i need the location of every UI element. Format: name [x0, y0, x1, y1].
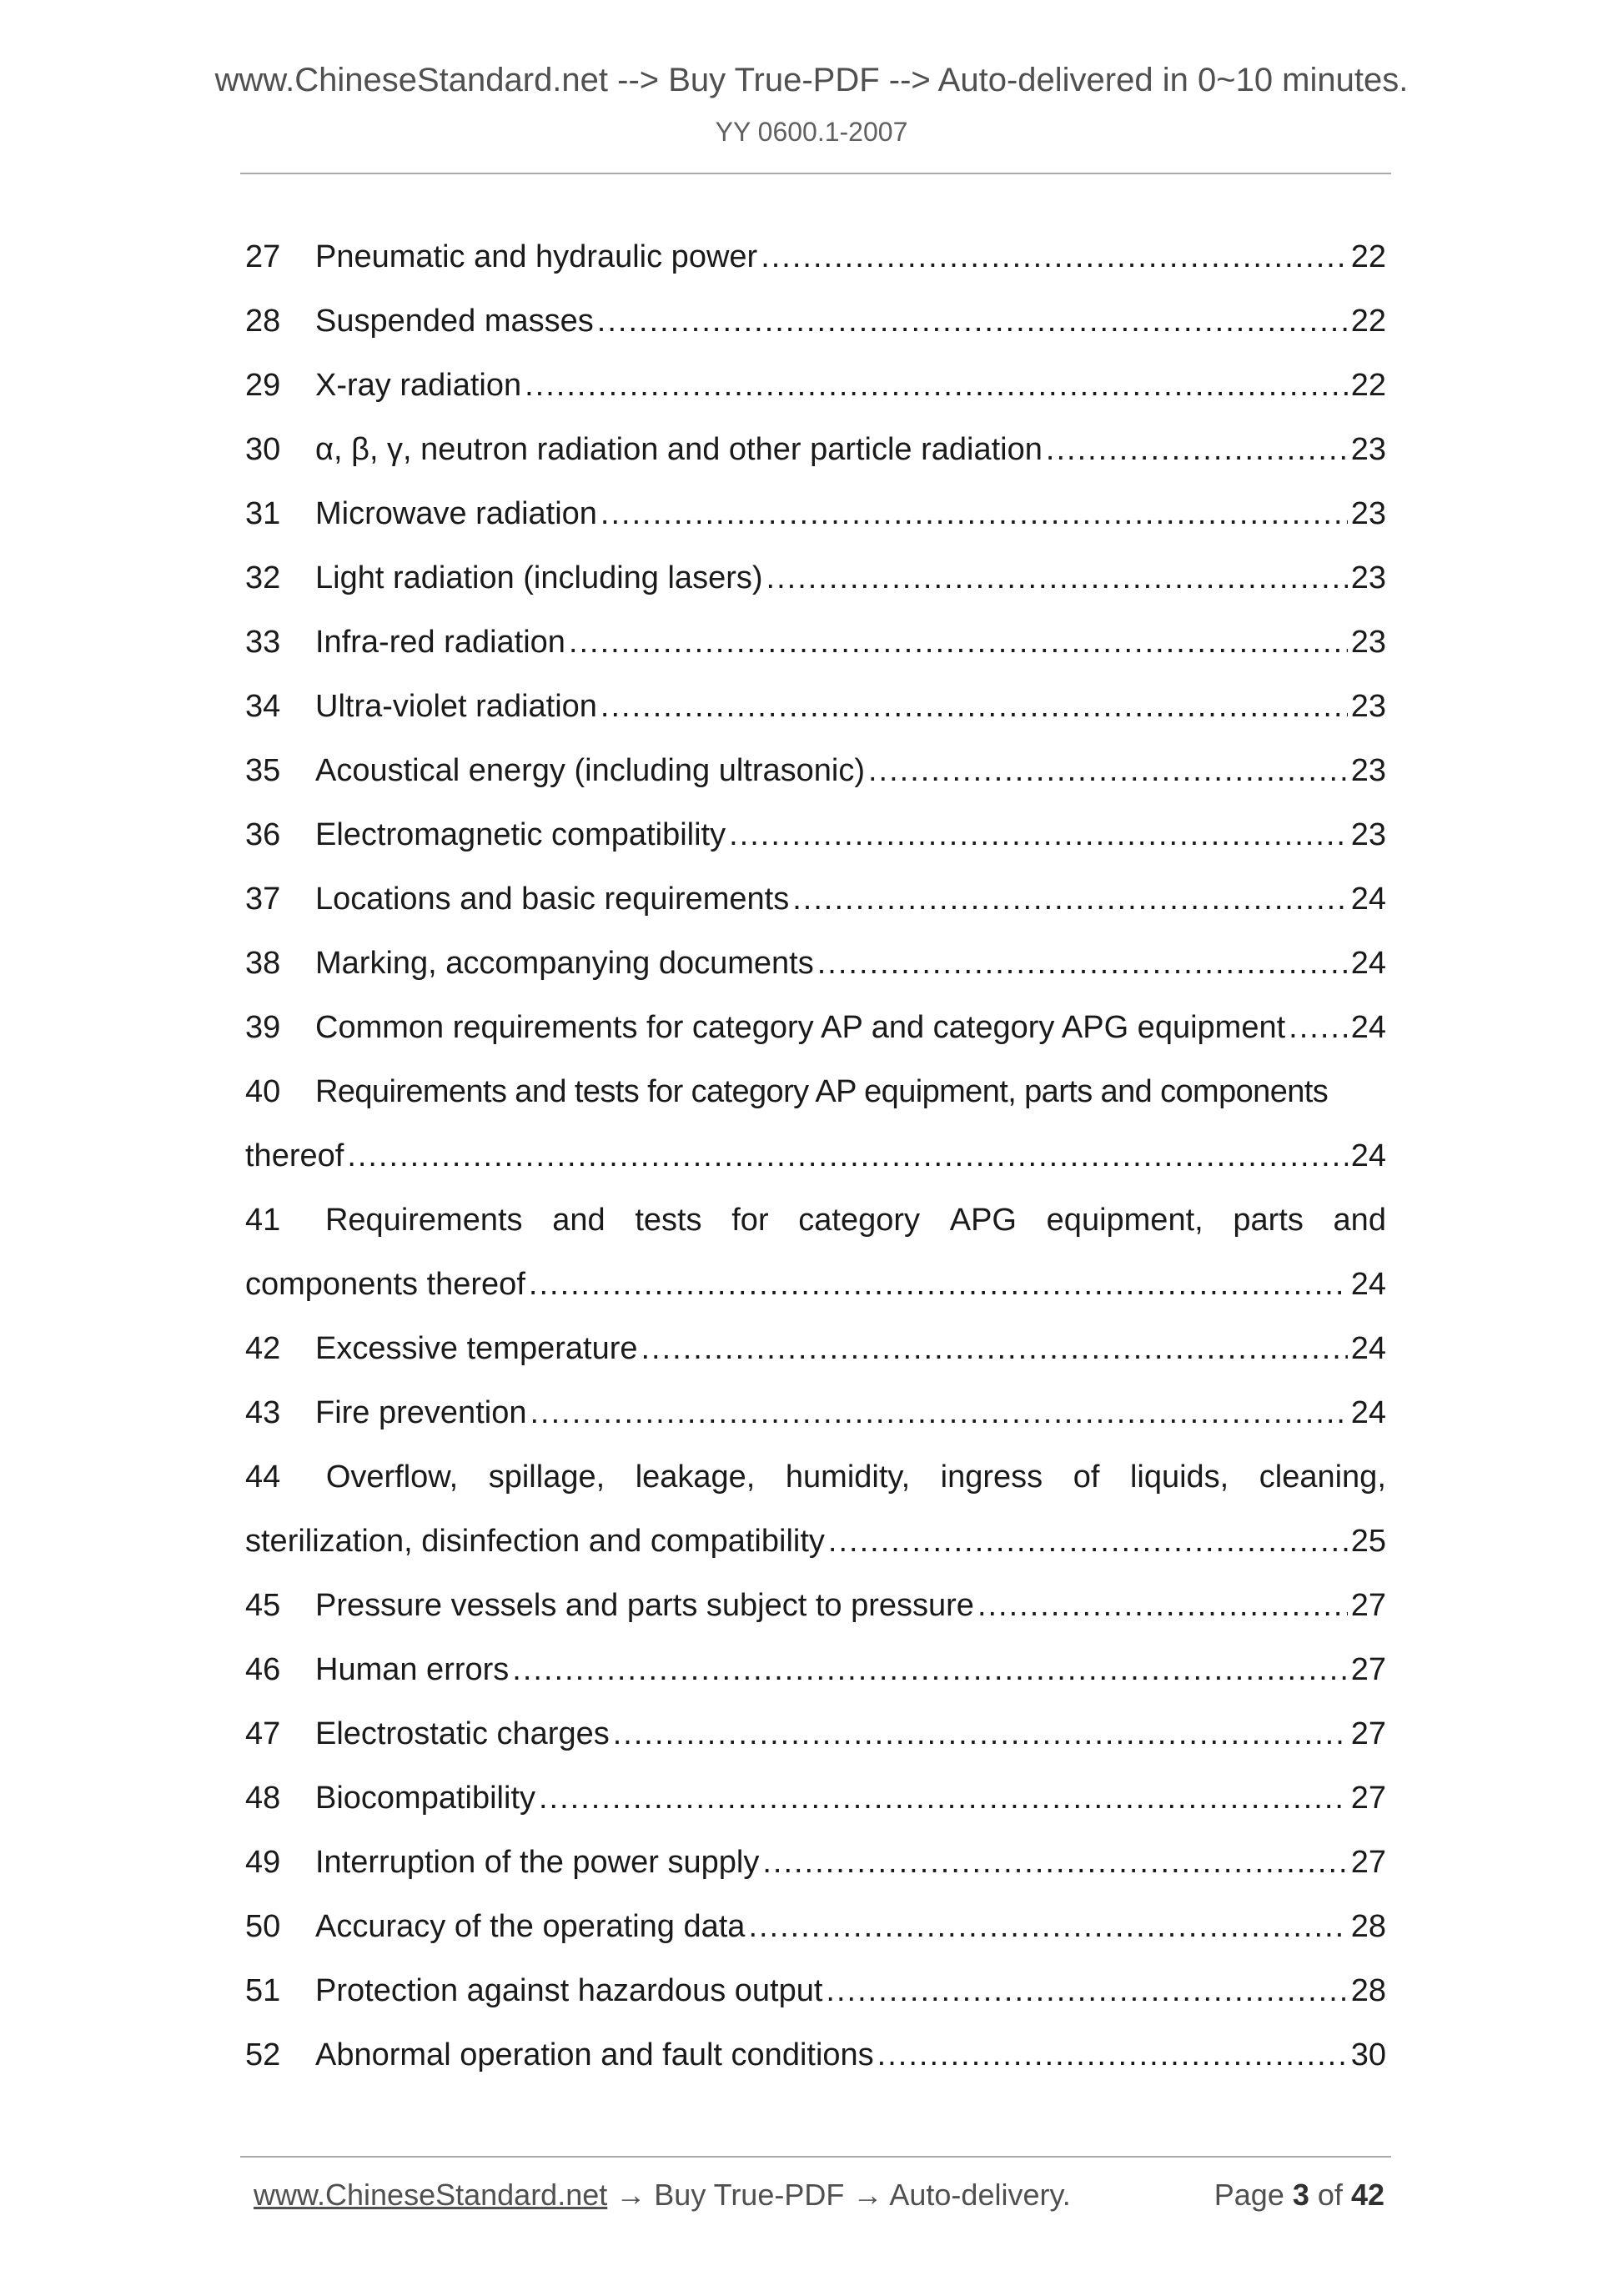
- toc-title: Common requirements for category AP and category APG equipment: [315, 1010, 1286, 1045]
- toc-title: Marking, accompanying documents: [315, 946, 814, 981]
- toc-leader: [748, 1895, 1347, 1959]
- toc-page: 23: [1350, 817, 1386, 852]
- toc-entry-49[interactable]: [245, 1831, 1386, 1895]
- current-page-number: 3: [1292, 2178, 1309, 2212]
- toc-leader: [569, 610, 1348, 675]
- toc-page: 27: [1350, 1781, 1386, 1816]
- toc-number: 35: [245, 753, 281, 788]
- toc-number: 42: [245, 1331, 281, 1366]
- footer-buy-text: Buy True-PDF: [654, 2178, 845, 2212]
- toc-page: 22: [1350, 239, 1386, 274]
- toc-leader: [817, 932, 1348, 996]
- toc-page: 27: [1350, 1716, 1386, 1751]
- toc-number: 41: [245, 1203, 281, 1238]
- total-pages: 42: [1350, 2178, 1384, 2212]
- toc-page: 22: [1350, 304, 1386, 339]
- toc-page: 28: [1350, 1973, 1386, 2008]
- toc-number: 30: [245, 432, 281, 467]
- toc-title-word: tests: [635, 1203, 702, 1238]
- toc-title: Fire prevention: [315, 1395, 527, 1430]
- toc-leader: [600, 482, 1348, 546]
- toc-entry-40-continued[interactable]: [245, 1124, 1386, 1188]
- toc-page: 30: [1350, 2037, 1386, 2072]
- toc-title: Abnormal operation and fault conditions: [315, 2037, 874, 2072]
- toc-title-word: liquids,: [1129, 1459, 1229, 1495]
- toc-entry-46[interactable]: [245, 1638, 1386, 1702]
- toc-entry-43[interactable]: [245, 1381, 1386, 1445]
- toc-entry-28[interactable]: [245, 289, 1386, 354]
- table-of-contents: [245, 225, 1386, 2088]
- footer-divider: [240, 2156, 1391, 2158]
- toc-title: Acoustical energy (including ultrasonic): [315, 753, 865, 788]
- footer: [254, 2175, 1384, 2215]
- toc-title-word: cleaning,: [1259, 1459, 1386, 1495]
- page-of-label: of: [1317, 2178, 1343, 2212]
- toc-number: 29: [245, 368, 281, 403]
- toc-entry-39[interactable]: [245, 996, 1386, 1060]
- toc-entry-33[interactable]: [245, 610, 1386, 675]
- toc-number: 50: [245, 1909, 281, 1944]
- toc-leader: [525, 354, 1348, 418]
- toc-leader: [597, 289, 1348, 354]
- toc-title: Pressure vessels and parts subject to pressure: [315, 1588, 974, 1623]
- footer-site-link[interactable]: www.ChineseStandard.net: [254, 2178, 608, 2212]
- toc-number: 46: [245, 1652, 281, 1687]
- toc-entry-29[interactable]: [245, 354, 1386, 418]
- toc-title: Ultra-violet radiation: [315, 689, 597, 724]
- toc-entry-47[interactable]: [245, 1702, 1386, 1766]
- toc-title: Suspended masses: [315, 304, 594, 339]
- toc-title: Requirements and tests for category AP equipment, parts and components: [315, 1074, 1329, 1109]
- toc-entry-32[interactable]: [245, 546, 1386, 610]
- toc-page: 24: [1350, 1138, 1386, 1173]
- toc-leader: [762, 1831, 1347, 1895]
- toc-page: 23: [1350, 432, 1386, 467]
- toc-leader: [868, 739, 1348, 803]
- toc-page: 28: [1350, 1909, 1386, 1944]
- toc-number: 27: [245, 239, 281, 274]
- toc-page: 23: [1350, 689, 1386, 724]
- toc-title-word: spillage,: [488, 1459, 605, 1495]
- toc-entry-35[interactable]: [245, 739, 1386, 803]
- toc-number: 33: [245, 625, 281, 660]
- toc-title-word: APG: [949, 1203, 1017, 1238]
- toc-title: Light radiation (including lasers): [315, 560, 763, 595]
- toc-title: Interruption of the power supply: [315, 1845, 760, 1880]
- toc-title: Excessive temperature: [315, 1331, 638, 1366]
- toc-number: 48: [245, 1781, 281, 1816]
- toc-number: 49: [245, 1845, 281, 1880]
- toc-entry-34[interactable]: [245, 675, 1386, 739]
- toc-entry-42[interactable]: [245, 1317, 1386, 1381]
- toc-leader: [826, 1959, 1347, 2023]
- toc-number: 36: [245, 817, 281, 852]
- toc-number: 40: [245, 1074, 281, 1109]
- document-code: YY 0600.1-2007: [715, 117, 908, 147]
- toc-title-word: Requirements: [324, 1203, 523, 1238]
- toc-page: 24: [1350, 1267, 1386, 1302]
- toc-entry-45[interactable]: [245, 1574, 1386, 1638]
- toc-title: X-ray radiation: [315, 368, 522, 403]
- toc-leader: [530, 1381, 1347, 1445]
- toc-page: 27: [1350, 1652, 1386, 1687]
- toc-title-continued: thereof: [245, 1138, 344, 1173]
- toc-entry-30[interactable]: [245, 418, 1386, 482]
- toc-entry-48[interactable]: [245, 1766, 1386, 1831]
- toc-number: 31: [245, 496, 281, 531]
- arrow-right-icon: →: [852, 2178, 883, 2212]
- arrow-right-icon: →: [616, 2178, 646, 2212]
- toc-title-word: of: [1073, 1459, 1100, 1495]
- toc-entry-37[interactable]: [245, 867, 1386, 932]
- toc-title-word: equipment,: [1046, 1203, 1203, 1238]
- toc-leader: [877, 2023, 1348, 2088]
- toc-entry-31[interactable]: [245, 482, 1386, 546]
- toc-leader: [729, 803, 1348, 867]
- toc-title: Protection against hazardous output: [315, 1973, 823, 2008]
- toc-title-word: and: [1333, 1203, 1386, 1238]
- toc-page: 23: [1350, 496, 1386, 531]
- toc-title: Electromagnetic compatibility: [315, 817, 726, 852]
- toc-title: Biocompatibility: [315, 1781, 535, 1816]
- toc-leader: [977, 1574, 1348, 1638]
- toc-entry-51[interactable]: [245, 1959, 1386, 2023]
- toc-leader: [766, 546, 1348, 610]
- toc-entry-44-continued[interactable]: [245, 1510, 1386, 1574]
- toc-leader: [512, 1638, 1347, 1702]
- toc-number: 34: [245, 689, 281, 724]
- toc-entry-41-continued[interactable]: [245, 1253, 1386, 1317]
- toc-entry-41[interactable]: [245, 1188, 1386, 1253]
- toc-page: 24: [1350, 1331, 1386, 1366]
- toc-title: Accuracy of the operating data: [315, 1909, 746, 1944]
- toc-title: Microwave radiation: [315, 496, 597, 531]
- toc-title-word: parts: [1233, 1203, 1304, 1238]
- toc-page: 24: [1350, 1010, 1386, 1045]
- toc-title-continued: sterilization, disinfection and compatibility: [245, 1524, 825, 1559]
- toc-entry-52[interactable]: [245, 2023, 1386, 2088]
- toc-page: 24: [1350, 946, 1386, 981]
- toc-page: 25: [1350, 1524, 1386, 1559]
- header-title: www.ChineseStandard.net --> Buy True-PDF --> Auto-delivered in 0~10 minutes.: [214, 62, 1409, 98]
- toc-title-word: and: [552, 1203, 605, 1238]
- footer-delivery-text: Auto-delivery.: [889, 2178, 1071, 2212]
- toc-title-word: category: [798, 1203, 921, 1238]
- page-label: Page: [1213, 2178, 1284, 2212]
- toc-page: 23: [1350, 625, 1386, 660]
- toc-title-word: humidity,: [785, 1459, 911, 1495]
- toc-number: 38: [245, 946, 281, 981]
- toc-number: 32: [245, 560, 281, 595]
- toc-number: 28: [245, 304, 281, 339]
- toc-title-continued: components thereof: [245, 1267, 525, 1302]
- toc-title: Electrostatic charges: [315, 1716, 610, 1751]
- toc-leader: [347, 1124, 1347, 1188]
- header-divider: [240, 173, 1391, 174]
- toc-page: 24: [1350, 882, 1386, 917]
- toc-number: 39: [245, 1010, 281, 1045]
- toc-page: 27: [1350, 1845, 1386, 1880]
- toc-title-word: for: [731, 1203, 769, 1238]
- toc-entry-40[interactable]: [245, 1060, 1386, 1124]
- toc-title-word: leakage,: [635, 1459, 756, 1495]
- toc-entry-36[interactable]: [245, 803, 1386, 867]
- toc-leader: [613, 1702, 1348, 1766]
- toc-leader: [1289, 996, 1348, 1060]
- toc-leader: [600, 675, 1348, 739]
- page-indicator: [1214, 2175, 1384, 2215]
- toc-page: 23: [1350, 560, 1386, 595]
- toc-leader: [828, 1510, 1348, 1574]
- toc-entry-44[interactable]: [245, 1445, 1386, 1510]
- toc-page: 23: [1350, 753, 1386, 788]
- toc-leader: [539, 1766, 1348, 1831]
- toc-leader: [792, 867, 1348, 932]
- toc-number: 43: [245, 1395, 281, 1430]
- toc-leader: [761, 225, 1348, 289]
- toc-number: 47: [245, 1716, 281, 1751]
- toc-number: 37: [245, 882, 281, 917]
- toc-entry-50[interactable]: [245, 1895, 1386, 1959]
- toc-title: Human errors: [315, 1652, 510, 1687]
- toc-number: 44: [245, 1459, 281, 1495]
- toc-title: Pneumatic and hydraulic power: [315, 239, 758, 274]
- toc-leader: [1046, 418, 1348, 482]
- toc-title: Infra-red radiation: [315, 625, 565, 660]
- toc-entry-27[interactable]: [245, 225, 1386, 289]
- toc-number: 52: [245, 2037, 281, 2072]
- toc-title: Locations and basic requirements: [315, 882, 790, 917]
- toc-leader: [529, 1253, 1348, 1317]
- toc-page: 27: [1350, 1588, 1386, 1623]
- toc-title-word: ingress: [940, 1459, 1043, 1495]
- toc-page: 22: [1350, 368, 1386, 403]
- toc-number: 45: [245, 1588, 281, 1623]
- toc-page: 24: [1350, 1395, 1386, 1430]
- toc-number: 51: [245, 1973, 281, 2008]
- toc-title-word: Overflow,: [325, 1459, 459, 1495]
- toc-leader: [641, 1317, 1348, 1381]
- toc-entry-38[interactable]: [245, 932, 1386, 996]
- toc-title: α, β, γ, neutron radiation and other particle radiation: [315, 432, 1043, 467]
